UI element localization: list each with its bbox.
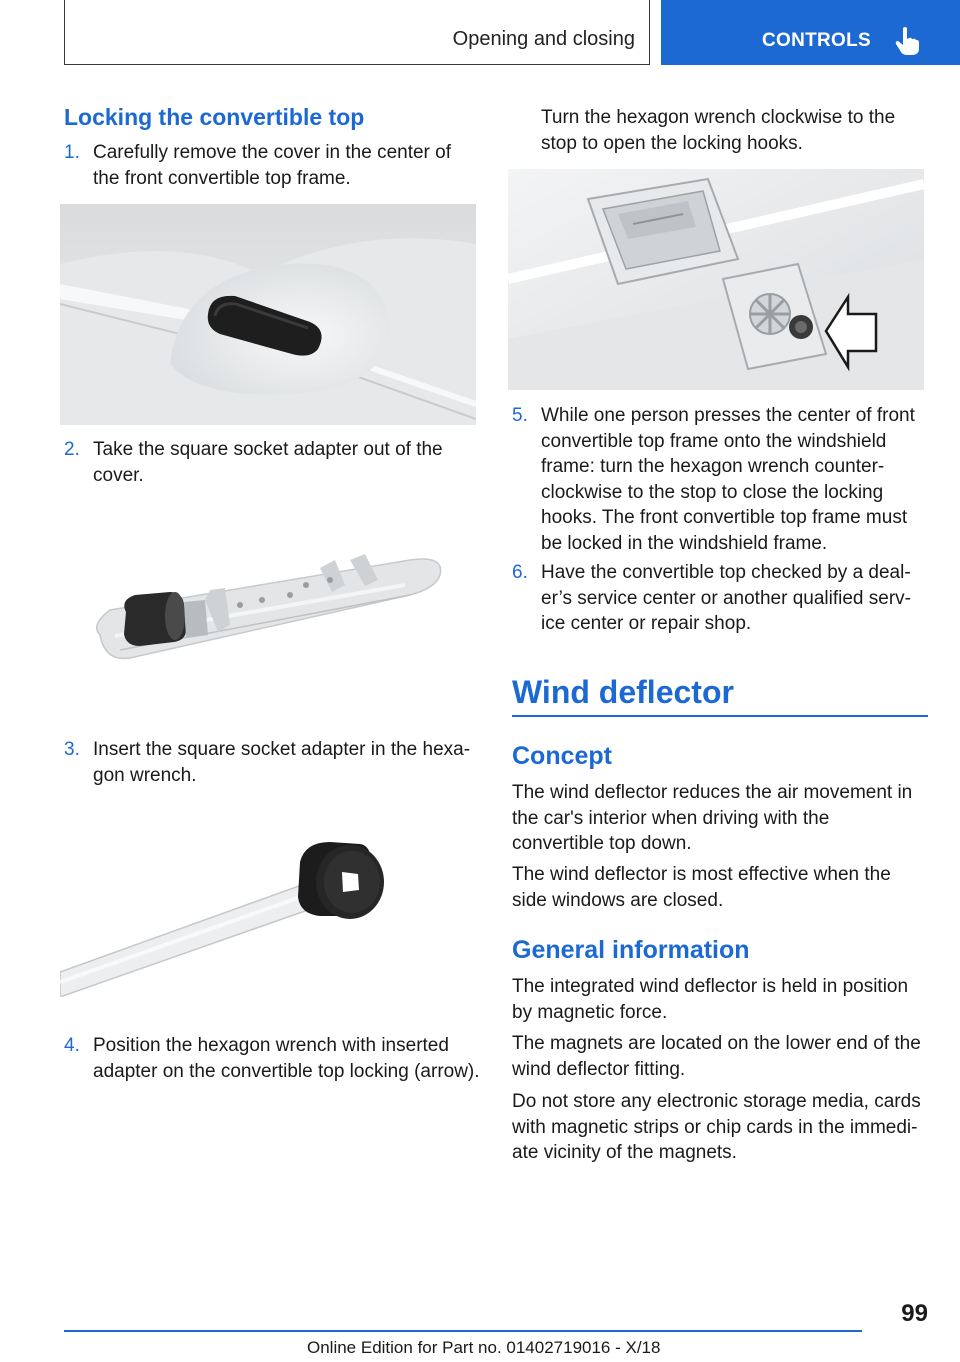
step-number: 5. <box>512 405 528 426</box>
step-3-line: Insert the square socket adapter in the hexa‐ <box>93 739 471 760</box>
step-number: 3. <box>64 739 80 760</box>
paragraph-line: The integrated wind deflector is held in position <box>512 976 909 997</box>
step-number: 2. <box>64 439 80 460</box>
heading-general-information: General information <box>512 936 750 964</box>
step-5-line: While one person presses the center of front <box>541 405 915 426</box>
step-5-line: clockwise to the stop to close the locking <box>541 481 884 503</box>
paragraph-line: stop to open the locking hooks. <box>541 132 803 154</box>
step-4-line: Position the hexagon wrench with inserted <box>93 1035 449 1056</box>
pointing-hand-icon <box>894 26 922 56</box>
general-paragraph-1 <box>512 974 942 1025</box>
paragraph-line: by magnetic force. <box>512 1001 668 1023</box>
step-1-line: the front convertible top frame. <box>93 167 351 189</box>
paragraph-line: side windows are closed. <box>512 889 724 911</box>
step-number: 1. <box>64 142 80 163</box>
step-6-line: Have the convertible top checked by a deal‐ <box>541 562 911 583</box>
page-number: 99 <box>901 1300 928 1327</box>
heading-concept: Concept <box>512 742 612 770</box>
general-paragraph-2 <box>512 1031 942 1082</box>
paragraph-line: The magnets are located on the lower end of the <box>512 1033 921 1054</box>
header-section-box <box>64 0 650 65</box>
paragraph-line: Turn the hexagon wrench clockwise to the <box>541 107 896 128</box>
step-5-line: frame: turn the hexagon wrench counter‐ <box>541 456 885 477</box>
paragraph-line: Do not store any electronic storage media, cards <box>512 1091 921 1112</box>
paragraph-line: The wind deflector is most effective when the <box>512 864 891 885</box>
step-5-line: be locked in the windshield frame. <box>541 532 828 554</box>
step-6-line: ice center or repair shop. <box>541 613 752 634</box>
paragraph-line: wind deflector fitting. <box>512 1058 686 1080</box>
figure-socket-adapter-in-cover <box>60 540 476 670</box>
paragraph-line: convertible top down. <box>512 833 692 854</box>
heading-wind-deflector: Wind deflector <box>512 674 734 710</box>
header-section-title: Opening and closing <box>452 28 635 50</box>
heading-locking-convertible-top: Locking the convertible top <box>64 104 365 130</box>
step-number: 6. <box>512 562 528 583</box>
concept-paragraph-2 <box>512 862 942 913</box>
step-5-line: hooks. The front convertible top frame must <box>541 507 908 528</box>
step-4-line: adapter on the convertible top locking (arrow). <box>93 1060 480 1082</box>
step-2-line: cover. <box>93 464 144 486</box>
step-4-continuation <box>541 105 941 156</box>
step-2-line: Take the square socket adapter out of the <box>93 439 443 460</box>
footer-edition-text: Online Edition for Part no. 01402719016 - X/18 <box>307 1338 661 1357</box>
heading-rule <box>512 715 928 717</box>
general-paragraph-3 <box>512 1089 942 1166</box>
step-1-line: Carefully remove the cover in the center of <box>93 142 452 163</box>
step-5-line: convertible top frame onto the windshield <box>541 430 887 452</box>
header-chapter-label: CONTROLS <box>762 30 872 51</box>
figure-hexagon-wrench-adapter <box>60 822 476 997</box>
step-6-line: er’s service center or another qualified serv‐ <box>541 587 911 609</box>
step-3-line: gon wrench. <box>93 764 197 786</box>
footer-rule <box>64 1330 862 1332</box>
paragraph-line: with magnetic strips or chip cards in the immedi‐ <box>512 1116 918 1138</box>
concept-paragraph-1 <box>512 780 942 857</box>
figure-convertible-top-locking-arrow <box>508 169 924 390</box>
step-number: 4. <box>64 1035 80 1056</box>
figure-cover-removal <box>60 204 476 425</box>
paragraph-line: The wind deflector reduces the air movement in <box>512 782 913 803</box>
paragraph-line: ate vicinity of the magnets. <box>512 1142 737 1163</box>
paragraph-line: the car's interior when driving with the <box>512 807 830 829</box>
